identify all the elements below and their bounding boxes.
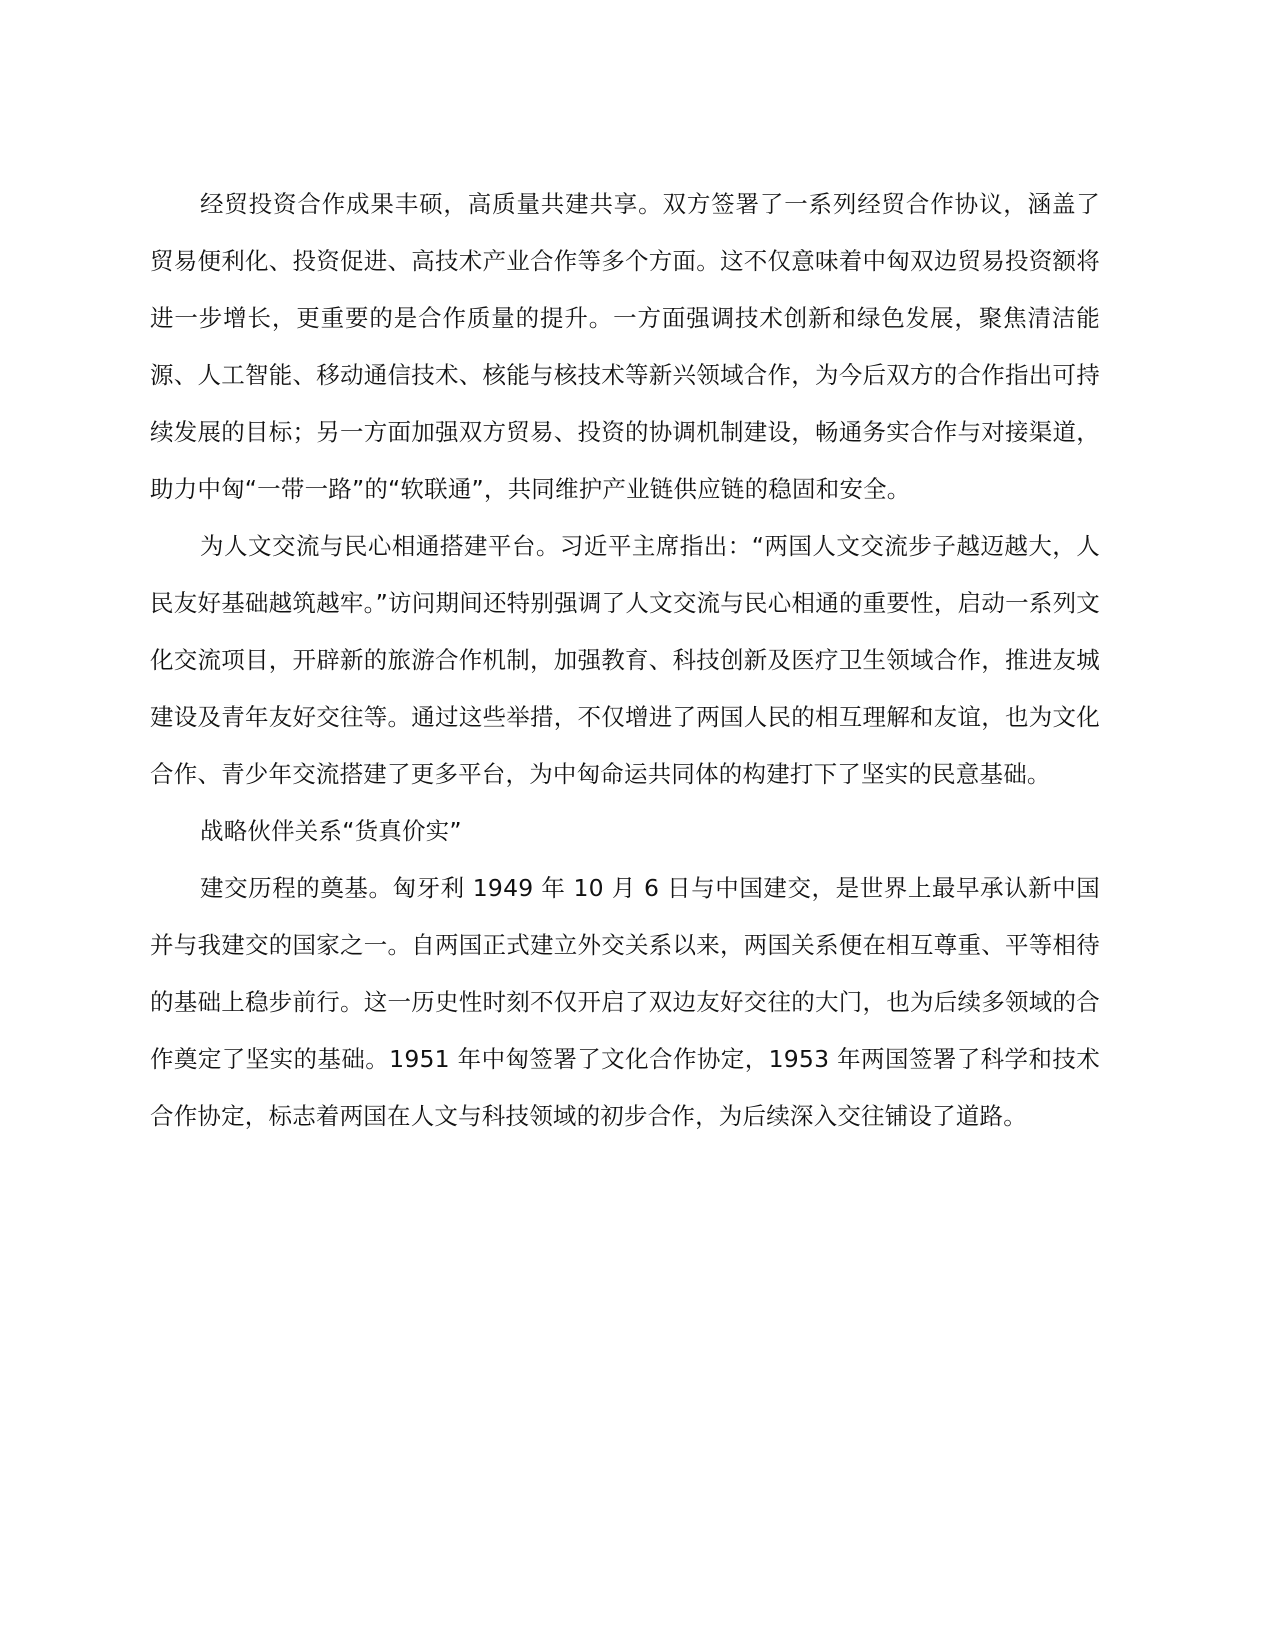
paragraph-trade-investment: 经贸投资合作成果丰硕，高质量共建共享。双方签署了一系列经贸合作协议，涵盖了贸易便利化、投资促进、高技术产业合作等多个方面。这不仅意味着中匈双边贸易投资额将进一步增长，更重要的是合作质量的提升。一方面强调技术创新和绿色发展，聚焦清洁能源、人工智能、移动通信技术、核能与核技术等新兴领域合作，为今后双方的合作指出可持续发展的目标；另一方面加强双方贸易、投资的协调机制建设，畅通务实合作与对接渠道，助力中匈“一带一路”的“软联通”，共同维护产业链供应链的稳固和安全。 <box>150 190 1100 503</box>
paragraph-cultural-exchange: 为人文交流与民心相通搭建平台。习近平主席指出：“两国人文交流步子越迈越大，人民友好基础越筑越牢。”访问期间还特别强调了人文交流与民心相通的重要性，启动一系列文化交流项目，开辟新的旅游合作机制，加强教育、科技创新及医疗卫生领域合作，推进友城建设及青年友好交往等。通过这些举措，不仅增进了两国人民的相互理解和友谊，也为文化合作、青少年交流搭建了更多平台，为中匈命运共同体的构建打下了坚实的民意基础。 <box>150 532 1100 788</box>
document-page <box>150 176 1100 1145</box>
section-heading: 战略伙伴关系“货真价实” <box>200 817 462 845</box>
paragraph-diplomatic-history: 建交历程的奠基。匈牙利 1949 年 10 月 6 日与中国建交，是世界上最早承认新中国并与我建交的国家之一。自两国正式建立外交关系以来，两国关系便在相互尊重、平等相待的基础上稳步前行。这一历史性时刻不仅开启了双边友好交往的大门，也为后续多领域的合作奠定了坚实的基础。1951 年中匈签署了文化合作协定，1953 年两国签署了科学和技术合作协定，标志着两国在人文与科技领域的初步合作，为后续深入交往铺设了道路。 <box>150 874 1100 1130</box>
